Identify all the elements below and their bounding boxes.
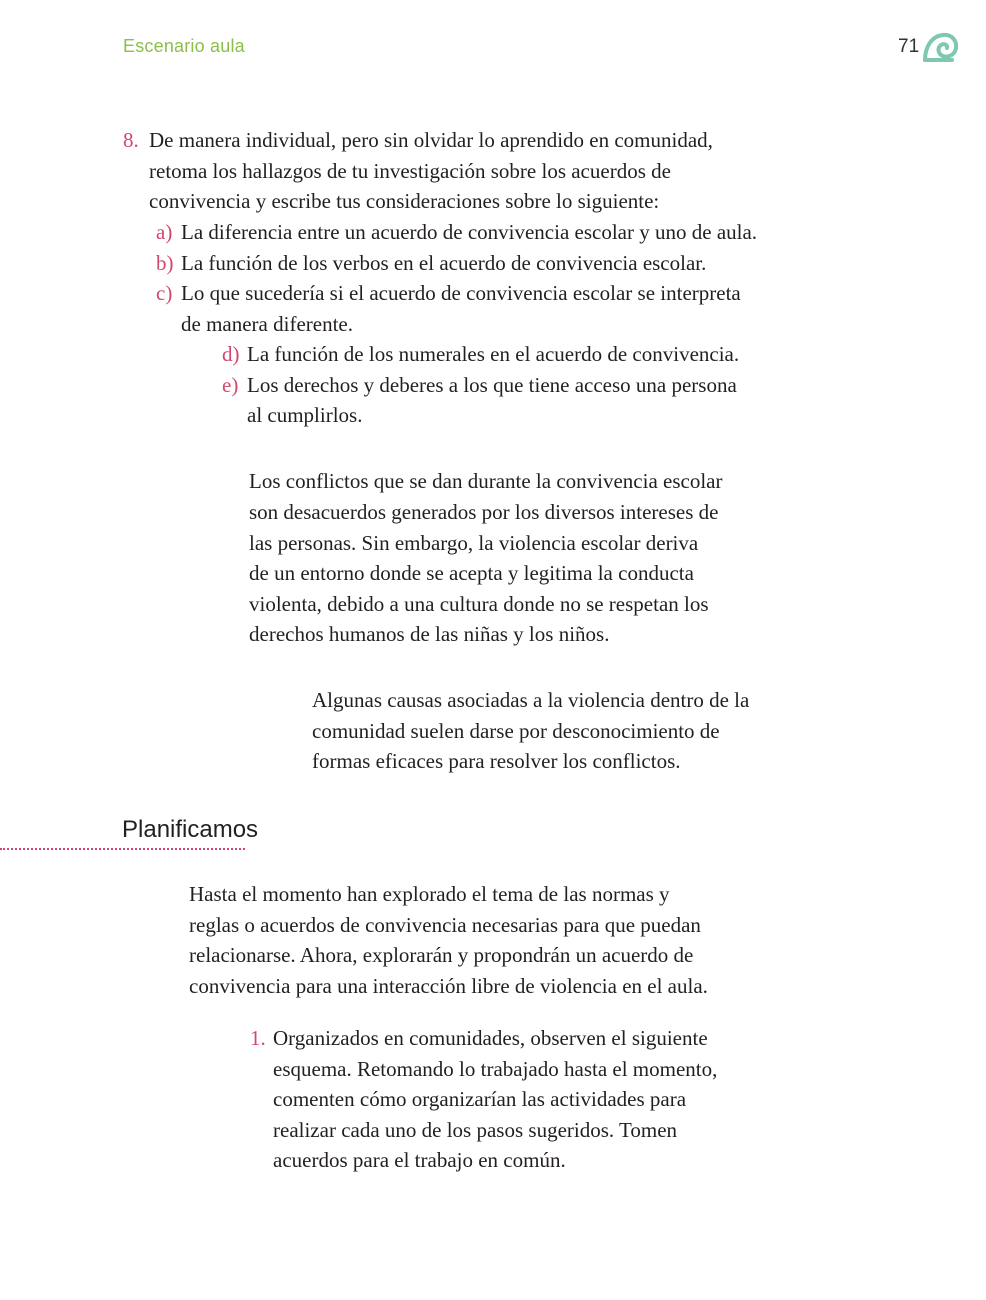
activity-1-line: esquema. Retomando lo trabajado hasta el momento, (273, 1057, 718, 1081)
item-b-text: La función de los verbos en el acuerdo de convivencia escolar. (181, 251, 707, 275)
activity-8-line: De manera individual, pero sin olvidar lo aprendido en comunidad, (149, 128, 713, 152)
info-conflicts-line: violenta, debido a una cultura donde no se respetan los (249, 592, 709, 616)
info-causes-line: Algunas causas asociadas a la violencia dentro de la (312, 688, 750, 712)
item-c-text: Lo que sucedería si el acuerdo de convivencia escolar se interpreta (181, 281, 741, 305)
info-conflicts-line: Los conflictos que se dan durante la convivencia escolar (249, 469, 723, 493)
item-d-text: La función de los numerales en el acuerdo de convivencia. (247, 342, 740, 366)
info-causes-line: formas eficaces para resolver los conflictos. (312, 749, 681, 773)
activity-1-line: Organizados en comunidades, observen el siguiente (273, 1026, 708, 1050)
heading-underline (0, 848, 245, 850)
activity-1-line: acuerdos para el trabajo en común. (273, 1148, 566, 1172)
activity-1-line: comenten cómo organizarían las actividades para (273, 1087, 687, 1111)
info-conflicts-line: derechos humanos de las niñas y los niños. (249, 622, 610, 646)
item-e-marker: e) (222, 373, 239, 397)
section-label: Escenario aula (123, 36, 245, 56)
page-number: 71 (898, 36, 920, 57)
item-c-marker: c) (156, 281, 173, 305)
snail-spiral-icon (922, 30, 958, 62)
item-a-text: La diferencia entre un acuerdo de convivencia escolar y uno de aula. (181, 220, 758, 244)
info-causes-line: comunidad suelen darse por desconocimiento de (312, 719, 720, 743)
item-d-marker: d) (222, 342, 240, 366)
item-e-text: Los derechos y deberes a los que tiene acceso una persona (247, 373, 737, 397)
planificamos-intro-line: convivencia para una interacción libre de violencia en el aula. (189, 974, 708, 998)
item-a-marker: a) (156, 220, 173, 244)
section-heading-planificamos: Planificamos (122, 816, 259, 843)
info-conflicts-line: son desacuerdos generados por los diversos intereses de (249, 500, 719, 524)
item-b-marker: b) (156, 251, 174, 275)
activity-8-line: convivencia y escribe tus consideraciones sobre lo siguiente: (149, 189, 660, 213)
planificamos-intro-line: Hasta el momento han explorado el tema de las normas y (189, 882, 670, 906)
item-e-text: al cumplirlos. (247, 403, 363, 427)
planificamos-intro-line: relacionarse. Ahora, explorarán y propondrán un acuerdo de (189, 943, 694, 967)
activity-8-number: 8. (123, 128, 139, 152)
info-conflicts-line: las personas. Sin embargo, la violencia escolar deriva (249, 531, 699, 555)
item-c-text: de manera diferente. (181, 312, 353, 336)
info-conflicts-line: de un entorno donde se acepta y legitima la conducta (249, 561, 694, 585)
activity-8-line: retoma los hallazgos de tu investigación sobre los acuerdos de (149, 159, 671, 183)
activity-1-number: 1. (250, 1026, 266, 1050)
planificamos-intro-line: reglas o acuerdos de convivencia necesarias para que puedan (189, 913, 701, 937)
activity-1-line: realizar cada uno de los pasos sugeridos. Tomen (273, 1118, 678, 1142)
